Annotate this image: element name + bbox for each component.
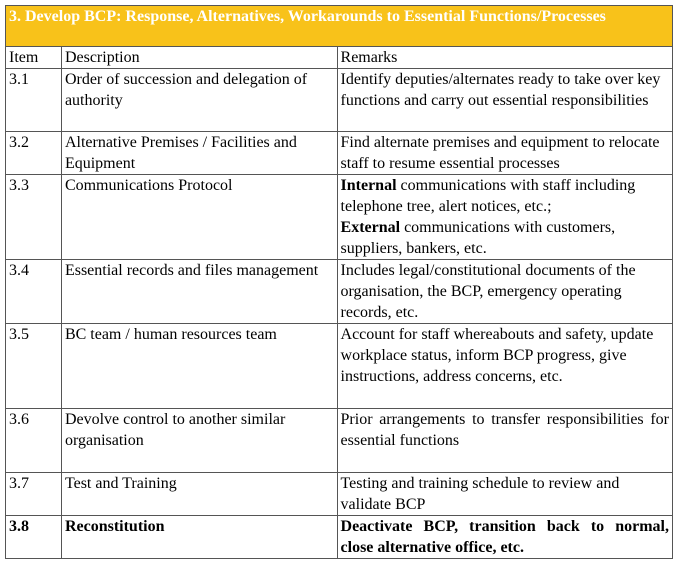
header-item: Item <box>6 47 62 69</box>
remarks-internal-text: communications with staff including telephone tree, alert notices, etc.; <box>340 177 636 215</box>
item-number: 3.5 <box>6 324 62 409</box>
item-description: Devolve control to another similar organisation <box>61 409 337 473</box>
table-row <box>6 409 673 473</box>
item-description: Alternative Premises / Facilities and Equipment <box>61 132 337 175</box>
table-row <box>6 260 673 324</box>
remarks-internal-label: Internal <box>340 177 397 194</box>
column-header-row <box>6 47 673 69</box>
bcp-table <box>5 5 673 559</box>
item-remarks: Account for staff whereabouts and safety, update workplace status, inform BCP progress, give instructions, address concerns, etc. <box>337 324 672 409</box>
item-remarks: Identify deputies/alternates ready to take over key functions and carry out essential responsibilities <box>337 69 672 132</box>
item-number: 3.6 <box>6 409 62 473</box>
item-description: Test and Training <box>61 473 337 516</box>
item-number: 3.1 <box>6 69 62 132</box>
item-description: Essential records and files management <box>61 260 337 324</box>
item-number: 3.8 <box>6 516 62 559</box>
remarks-external-label: External <box>340 219 401 236</box>
header-remarks: Remarks <box>337 47 672 69</box>
section-title: 3. Develop BCP: Response, Alternatives, Workarounds to Essential Functions/Processes <box>6 6 673 47</box>
section-title-row <box>6 6 673 47</box>
item-description: Reconstitution <box>61 516 337 559</box>
remarks-external-text: communications with customers, suppliers, bankers, etc. <box>340 219 616 257</box>
item-remarks: Prior arrangements to transfer responsibilities for essential functions <box>337 409 672 473</box>
table-row <box>6 69 673 132</box>
item-number: 3.4 <box>6 260 62 324</box>
table-row <box>6 175 673 260</box>
item-description: BC team / human resources team <box>61 324 337 409</box>
item-description: Communications Protocol <box>61 175 337 260</box>
table-row <box>6 132 673 175</box>
table-row <box>6 324 673 409</box>
item-remarks: Find alternate premises and equipment to relocate staff to resume essential processes <box>337 132 672 175</box>
item-remarks: Testing and training schedule to review and validate BCP <box>337 473 672 516</box>
item-remarks: Deactivate BCP, transition back to normal, close alternative office, etc. <box>337 516 672 559</box>
table-row <box>6 516 673 559</box>
header-description: Description <box>61 47 337 69</box>
item-remarks: Includes legal/constitutional documents of the organisation, the BCP, emergency operating records, etc. <box>337 260 672 324</box>
item-remarks <box>337 175 672 260</box>
item-description: Order of succession and delegation of authority <box>61 69 337 132</box>
item-number: 3.2 <box>6 132 62 175</box>
table-row <box>6 473 673 516</box>
item-number: 3.3 <box>6 175 62 260</box>
item-number: 3.7 <box>6 473 62 516</box>
